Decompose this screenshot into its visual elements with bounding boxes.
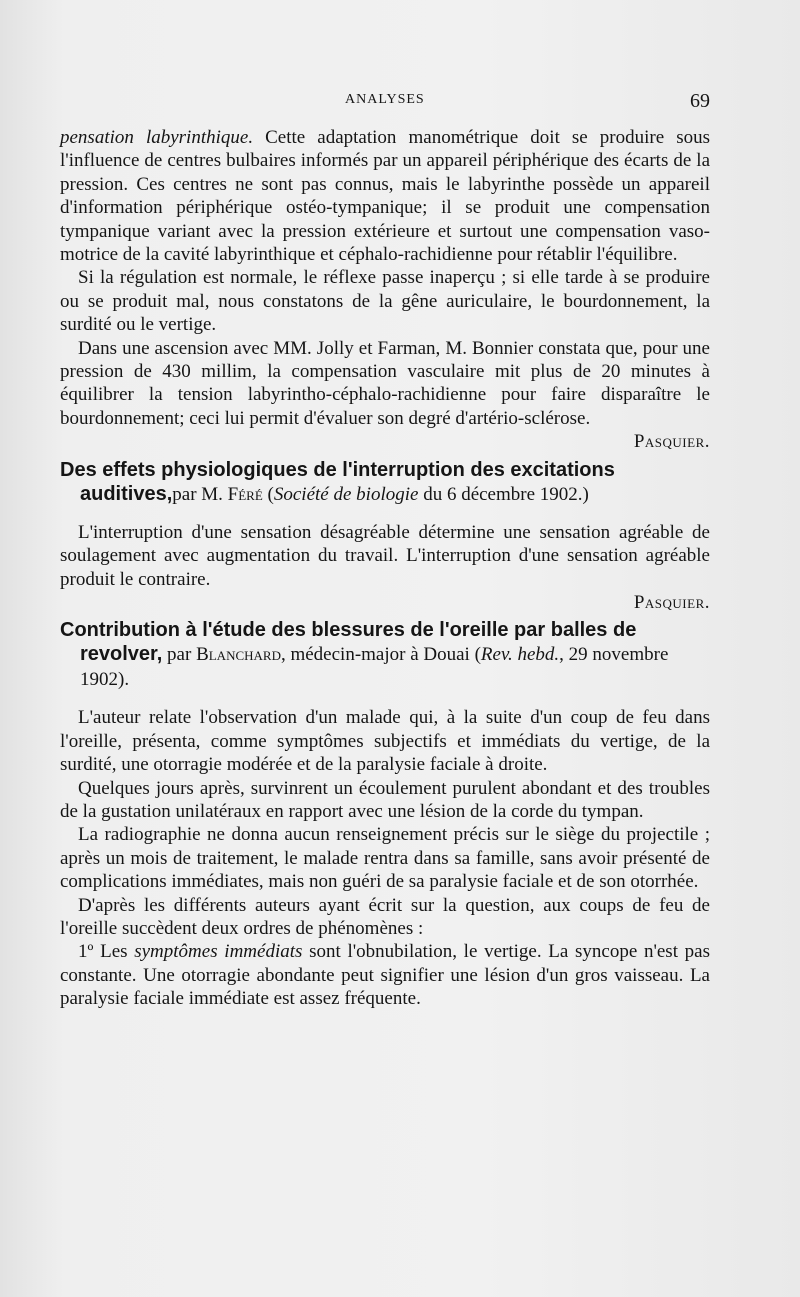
body-text: [60, 126, 710, 1011]
article-byline: [80, 644, 668, 690]
article-title-line-2: [60, 642, 710, 692]
running-title: ANALYSES: [345, 92, 425, 107]
byline-prefix: par M.: [172, 483, 228, 505]
article-heading: [60, 618, 710, 692]
article-paragraph-text: sont l'obnubilation, le vertige. La syncope n'est pas constante. Une otorragie abondante peut signifier une lésion d'un gros vaisseau. La paralysie faciale immédiate est assez fréquente.: [60, 941, 711, 1010]
signature: Pasquier.: [633, 591, 710, 613]
author-name: Blanchard: [196, 644, 281, 666]
article-title-line-2: [60, 482, 710, 507]
signature: Pasquier.: [633, 431, 710, 453]
byline-prefix: par: [162, 644, 197, 666]
article-paragraph: D'après les différents auteurs ayant écrit sur la question, aux coups de feu de l'oreille succèdent deux ordres de phénomènes :: [60, 894, 710, 939]
article-paragraph-numbered: [60, 940, 710, 1010]
source-date: du 6 décembre 1902.): [418, 483, 589, 505]
article-byline: [172, 484, 589, 505]
page-number: 69: [690, 90, 710, 112]
emphasis-italic: symptômes immédiats: [134, 941, 303, 963]
article-paragraph: L'interruption d'une sensation désagréable détermine une sensation agréable de soulagement avec augmentation du travail. L'interruption d'une sensation agréable produit le contraire.: [60, 521, 710, 590]
running-head: [60, 92, 710, 116]
article-title-bold-end: auditives,: [80, 482, 173, 505]
article-paragraph: L'auteur relate l'observation d'un malade qui, à la suite d'un coup de feu dans l'oreille, présenta, comme symptômes subjectifs et immédiats du vertige, de la surdité, une otorragie modérée et de la paralysie faciale à droite.: [60, 707, 710, 776]
source-open: (: [262, 483, 274, 505]
article-title-line-1: Des effets physiologiques de l'interruption des excitations: [60, 458, 615, 481]
author-name: Féré: [227, 483, 263, 505]
intro-paragraph-1: [60, 126, 710, 266]
article-title-line-1: Contribution à l'étude des blessures de l'oreille par balles de: [60, 619, 637, 642]
article-title-bold-end: revolver,: [80, 643, 163, 666]
article-paragraph: Quelques jours après, survinrent un écoulement purulent abondant et des troubles de la gustation unilatéraux en rapport avec une lésion de la corde du tympan.: [60, 777, 710, 822]
source-date: , 29 novembre 1902).: [80, 644, 669, 691]
source-title: Rev. hebd.: [480, 644, 560, 666]
source-title: Société de biologie: [273, 483, 419, 505]
article-paragraph: La radiographie ne donna aucun renseignement précis sur le siège du projectile ; après un mois de traitement, le malade rentra dans sa famille, sans avoir présenté de complications immédiates, mais non guéri de sa paralysie faciale et de son otorrhée.: [60, 824, 710, 893]
intro-paragraph-2: Si la régulation est normale, le réflexe passe inaperçu ; si elle tarde à se produire ou se produit mal, nous constatons de la gêne auriculaire, le bourdonnement, la surdité ou le vertige.: [60, 267, 710, 336]
author-affiliation: , médecin-major à Douai (: [280, 644, 481, 666]
intro-lead-italic: pensation labyrinthique.: [60, 127, 254, 148]
intro-paragraph-3: Dans une ascension avec MM. Jolly et Farman, M. Bonnier constata que, pour une pression de 430 millim, la compensation vasculaire mit plus de 20 minutes à équilibrer la tension labyrintho-céphalo-rachidienne pour faire disparaître le bourdonnement; ceci lui permit d'évaluer son degré d'artério-sclérose.: [60, 337, 710, 429]
intro-paragraph-1-text: Cette adaptation manométrique doit se produire sous l'influence de centres bulbaires informés par un appareil périphérique des écarts de la pression. Ces centres ne sont pas connus, mais le labyrinthe possède un appareil d'information périphérique ostéo-tympanique; il se produit une compensation tympanique variant avec la pression extérieure et surtout une compensation vaso-motrice de la cavité labyrinthique et céphalo-rachidienne pour rétablir l'équilibre.: [60, 127, 711, 266]
article-heading: [60, 458, 710, 507]
list-number: 1º Les: [78, 941, 135, 963]
